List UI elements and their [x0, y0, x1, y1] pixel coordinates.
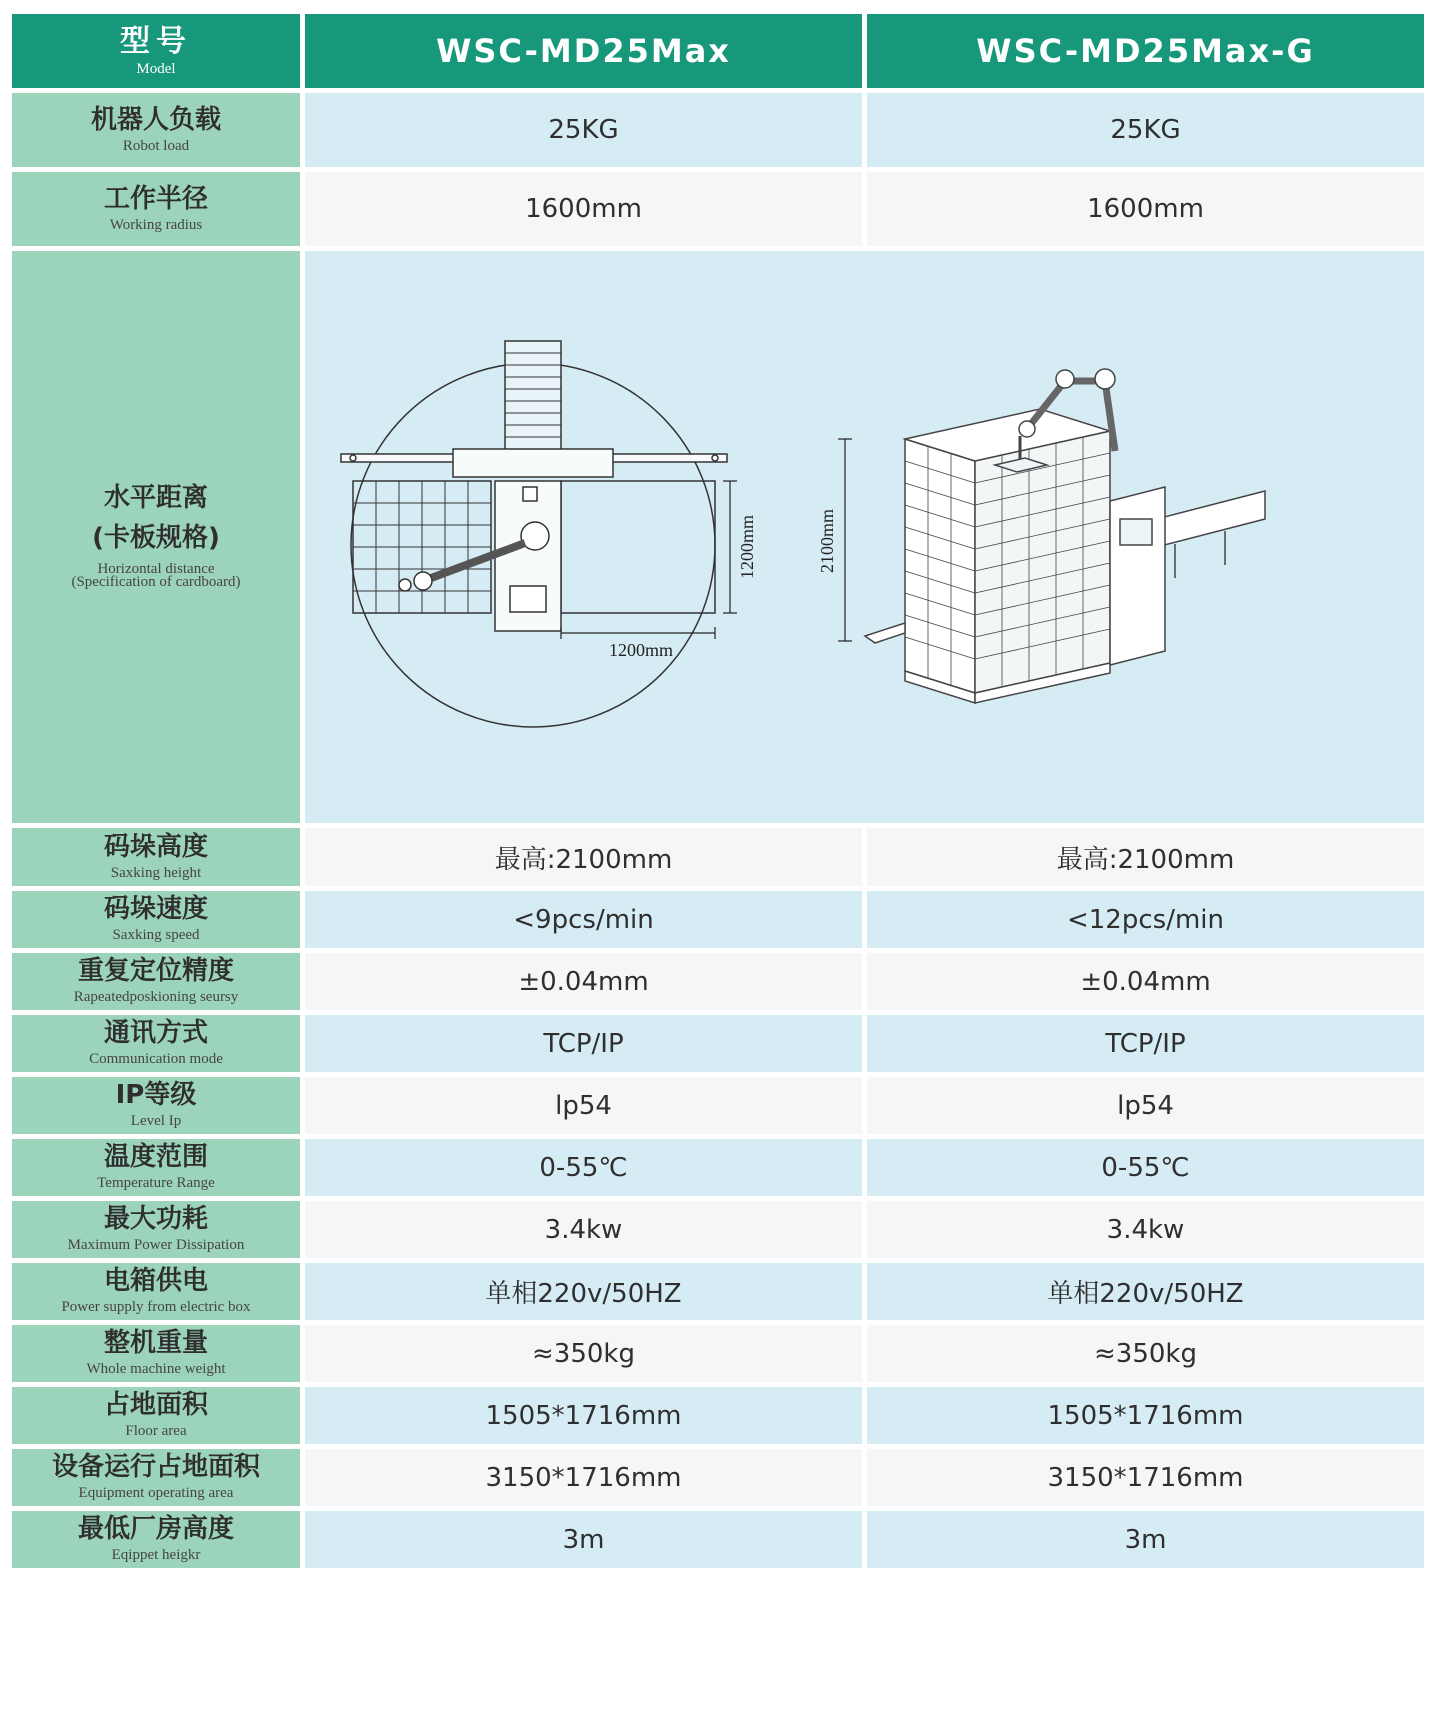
row-value: lp54	[867, 1077, 1424, 1134]
header-label-zh: 型号	[120, 23, 192, 59]
stack-side-face	[975, 431, 1110, 693]
row-label-en: Temperature Range	[97, 1175, 215, 1192]
row-label-en: Whole machine weight	[86, 1361, 226, 1378]
isometric-view	[865, 369, 1265, 703]
row-label	[12, 828, 300, 886]
row-value: <9pcs/min	[305, 891, 862, 948]
row-value: 1600mm	[305, 172, 862, 246]
row-label-en: Communication mode	[89, 1051, 223, 1068]
header-model-2	[867, 14, 1424, 88]
row-value: 3m	[305, 1511, 862, 1568]
row-label	[12, 172, 300, 246]
conveyor	[505, 341, 561, 451]
layout-diagram	[305, 251, 1424, 823]
row-label-zh: 占地面积	[103, 1390, 208, 1421]
row-value: 单相220v/50HZ	[867, 1263, 1424, 1320]
row-label-zh: 温度范围	[103, 1142, 208, 1173]
row-label	[12, 891, 300, 948]
row-label-zh: 码垛高度	[103, 831, 208, 862]
dim-width-label: 1200mm	[608, 640, 674, 660]
row-value: 3.4kw	[867, 1201, 1424, 1258]
row-label-en: Saxking speed	[112, 927, 200, 944]
distance-label-en-2: (Specification of cardboard)	[71, 573, 241, 590]
dim-height-label: 2100mm	[817, 508, 837, 574]
row-label-zh: 工作半径	[103, 183, 208, 214]
row-value: 3m	[867, 1511, 1424, 1568]
distance-label-en-1: Horizontal distance	[97, 561, 215, 578]
row-label-en: Maximum Power Dissipation	[67, 1237, 245, 1254]
row-label-en: Equipment operating area	[78, 1485, 234, 1502]
row-label	[12, 1387, 300, 1444]
row-label-zh: 重复定位精度	[77, 956, 234, 987]
row-value: 3150*1716mm	[305, 1449, 862, 1506]
row-label-en: Rapeatedposkioning seursy	[73, 989, 239, 1006]
row-label-en: Eqippet heigkr	[111, 1547, 201, 1564]
row-value: 1600mm	[867, 172, 1424, 246]
row-label-zh: 设备运行占地面积	[51, 1452, 260, 1483]
row-label	[12, 1511, 300, 1568]
row-value: 3.4kw	[305, 1201, 862, 1258]
row-label-en: Floor area	[125, 1423, 187, 1440]
row-value: 单相220v/50HZ	[305, 1263, 862, 1320]
row-label-zh: 电箱供电	[103, 1266, 208, 1297]
distance-label-zh-2: (卡板规格)	[92, 522, 220, 553]
distance-label-cell	[12, 251, 300, 823]
row-value: 最高:2100mm	[305, 828, 862, 886]
row-label	[12, 953, 300, 1010]
row-label	[12, 1325, 300, 1382]
row-value: TCP/IP	[305, 1015, 862, 1072]
row-value: ±0.04mm	[305, 953, 862, 1010]
row-label	[12, 1263, 300, 1320]
row-value: ≈350kg	[867, 1325, 1424, 1382]
row-label-en: Robot load	[122, 137, 190, 154]
row-label-zh: IP等级	[115, 1080, 197, 1111]
row-label-en: Power supply from electric box	[61, 1299, 251, 1316]
top-view-plan	[341, 341, 727, 727]
row-label	[12, 1139, 300, 1196]
robot-cabinet	[1110, 487, 1165, 665]
rail-carriage	[453, 449, 613, 477]
row-value: 0-55℃	[867, 1139, 1424, 1196]
row-label-en: Working radius	[109, 216, 203, 233]
row-label-zh: 通讯方式	[103, 1018, 208, 1049]
spec-table	[12, 14, 1424, 1568]
row-value: 25KG	[867, 93, 1424, 167]
dim-depth-label: 1200mm	[737, 514, 757, 580]
row-value: 3150*1716mm	[867, 1449, 1424, 1506]
row-value: ±0.04mm	[867, 953, 1424, 1010]
header-model-1	[305, 14, 862, 88]
row-label-en: Saxking height	[110, 864, 202, 881]
row-label-zh: 最低厂房高度	[77, 1514, 234, 1545]
row-value: 25KG	[305, 93, 862, 167]
row-label-zh: 机器人负载	[90, 104, 221, 135]
layout-diagram-cell	[305, 251, 1424, 823]
row-value: <12pcs/min	[867, 891, 1424, 948]
row-label-zh: 整机重量	[103, 1328, 208, 1359]
row-value: TCP/IP	[867, 1015, 1424, 1072]
row-label-en: Level Ip	[130, 1113, 182, 1130]
distance-label-zh-1: 水平距离	[103, 482, 208, 513]
row-value: 0-55℃	[305, 1139, 862, 1196]
row-value: 1505*1716mm	[305, 1387, 862, 1444]
row-label	[12, 1201, 300, 1258]
row-label-zh: 码垛速度	[103, 894, 208, 925]
header-label-cell	[12, 14, 300, 88]
stack-front-face	[905, 439, 975, 693]
row-value: 最高:2100mm	[867, 828, 1424, 886]
row-value: lp54	[305, 1077, 862, 1134]
model-name: WSC-MD25Max	[436, 32, 731, 70]
touch-screen	[1120, 519, 1152, 545]
row-label	[12, 93, 300, 167]
header-label-en: Model	[136, 61, 176, 77]
model-name: WSC-MD25Max-G	[976, 32, 1315, 70]
row-label	[12, 1449, 300, 1506]
row-value: 1505*1716mm	[867, 1387, 1424, 1444]
row-label	[12, 1077, 300, 1134]
row-label-zh: 最大功耗	[103, 1204, 208, 1235]
row-label	[12, 1015, 300, 1072]
pallet-area-right	[561, 481, 715, 613]
row-value: ≈350kg	[305, 1325, 862, 1382]
